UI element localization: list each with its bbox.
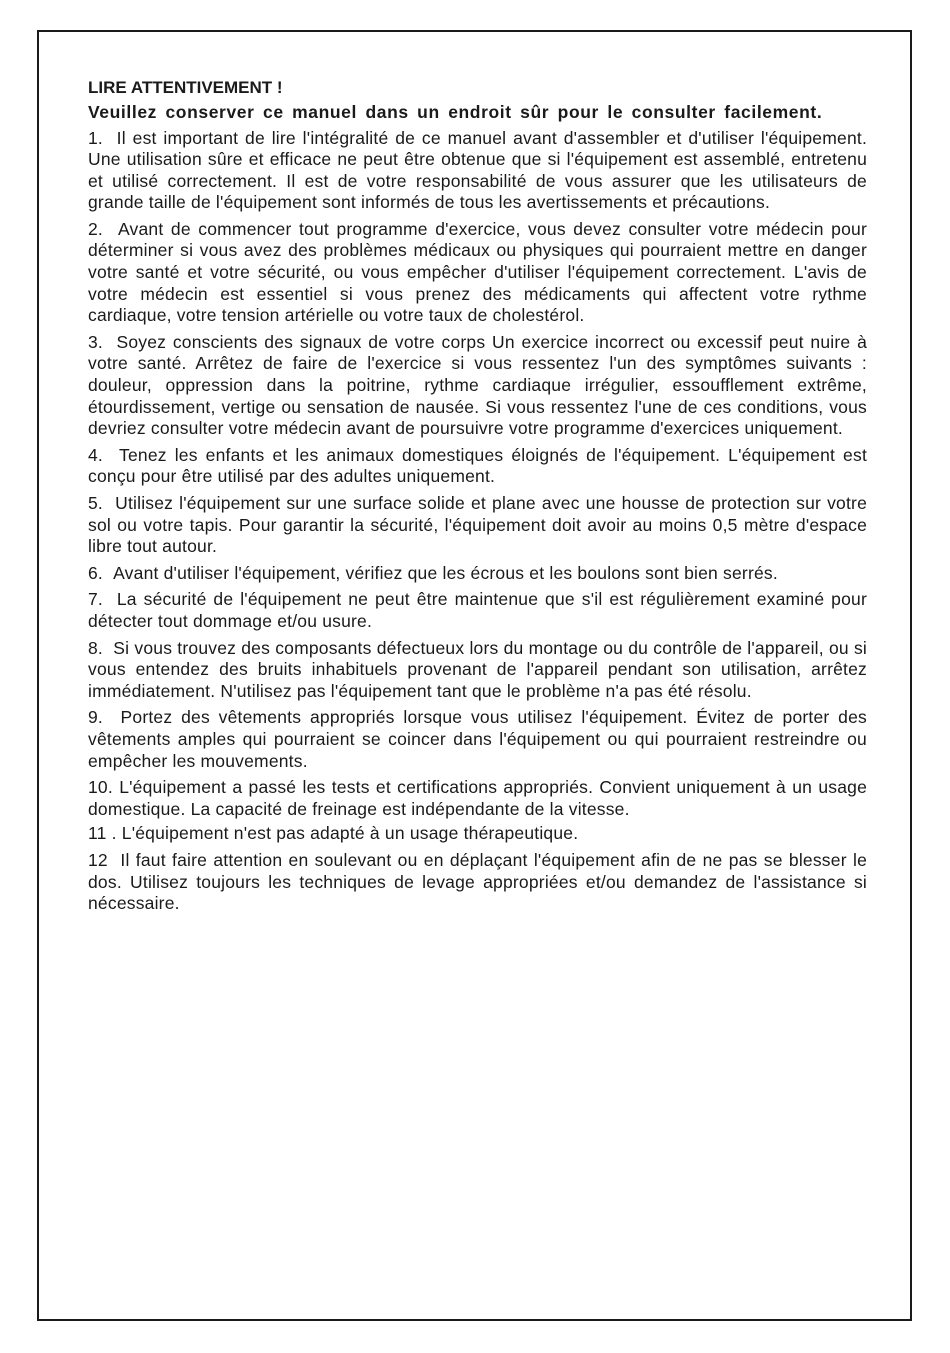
item-number: 11 .	[88, 823, 117, 844]
safety-item-4	[88, 445, 867, 488]
item-number: 5.	[88, 493, 103, 513]
safety-item-2	[88, 219, 867, 327]
item-text: Avant de commencer tout programme d'exercice, vous devez consulter votre médecin pour déterminer si vous avez des problèmes médicaux ou physiques qui pourraient mettre en danger votre santé et votre sécurité, ou vous empêcher d'utiliser l'équipement correctement. L'avis de votre médecin est essentiel si vous prenez des médicaments qui affectent votre rythme cardiaque, votre tension artérielle ou votre taux de cholestérol.	[88, 218, 867, 326]
item-number: 12	[88, 849, 108, 870]
safety-item-12	[88, 850, 867, 915]
page-frame	[37, 30, 912, 1321]
safety-item-9	[88, 707, 867, 772]
page-subheading: Veuillez conserver ce manuel dans un endroit sûr pour le consulter facilement.	[88, 102, 823, 122]
safety-item-6	[88, 563, 867, 585]
item-number: 9.	[88, 707, 103, 728]
manual-content	[88, 77, 867, 920]
item-text: Portez des vêtements appropriés lorsque vous utilisez l'équipement. Évitez de porter des vêtements amples qui pourraient se coincer dans l'équipement ou qui pourraient restreindre ou empêcher les mouvements.	[88, 707, 868, 771]
item-text: Soyez conscients des signaux de votre corps Un exercice incorrect ou excessif peut nuire à votre santé. Arrêtez de faire de l'exercice si vous ressentez l'un des symptômes suivants : douleur, oppression dans la poitrine, rythme cardiaque irrégulier, essoufflement extrême, étourdissement, vertige ou sensation de nausée. Si vous ressentez l'une de ces conditions, vous devriez consulter votre médecin avant de poursuivre votre programme d'exercices uniquement.	[88, 331, 868, 439]
item-text: Tenez les enfants et les animaux domestiques éloignés de l'équipement. L'équipement est conçu pour être utilisé par des adultes uniquement.	[88, 444, 868, 487]
item-number: 10.	[88, 777, 113, 798]
item-number: 1.	[88, 127, 103, 148]
item-text: L'équipement a passé les tests et certifications appropriés. Convient uniquement à un usage domestique. La capacité de freinage est indépendante de la vitesse.	[88, 777, 868, 819]
item-number: 3.	[88, 331, 103, 352]
item-text: Si vous trouvez des composants défectueux lors du montage ou du contrôle de l'appareil, ou si vous entendez des bruits inhabituels provenant de l'appareil pendant son utilisation, arrêtez immédiatement. N'utilisez pas l'équipement tant que le problème n'a pas été résolu.	[88, 637, 868, 701]
safety-item-5	[88, 493, 867, 558]
item-text: L'équipement n'est pas adapté à un usage thérapeutique.	[121, 823, 579, 844]
item-text: Il faut faire attention en soulevant ou en déplaçant l'équipement afin de ne pas se blesser le dos. Utilisez toujours les techniques de levage appropriées et/ou demandez de l'assistance si nécessaire.	[88, 849, 867, 914]
item-number: 6.	[88, 562, 103, 583]
item-text: La sécurité de l'équipement ne peut être maintenue que s'il est régulièrement examiné pour détecter tout dommage et/ou usure.	[88, 589, 868, 631]
safety-item-3	[88, 332, 867, 440]
item-number: 4.	[88, 444, 103, 465]
item-text: Utilisez l'équipement sur une surface solide et plane avec une housse de protection sur votre sol ou votre tapis. Pour garantir la sécurité, l'équipement doit avoir au moins 0,5 mètre d'espace libre tout autour.	[88, 493, 867, 557]
safety-item-7	[88, 589, 867, 632]
page-heading: LIRE ATTENTIVEMENT !	[88, 78, 283, 97]
item-number: 7.	[88, 589, 103, 610]
safety-item-1	[88, 128, 867, 214]
item-text: Il est important de lire l'intégralité de ce manuel avant d'assembler et d'utiliser l'équipement. Une utilisation sûre et efficace ne peut être obtenue que si l'équipement est assemblé, entretenu et utilisé correctement. Il est de votre responsabilité de vous assurer que les utilisateurs de grande taille de l'équipement sont informés de tous les avertissements et précautions.	[88, 127, 868, 213]
safety-item-10	[88, 777, 867, 820]
item-number: 8.	[88, 637, 103, 658]
item-number: 2.	[88, 218, 103, 239]
safety-item-8	[88, 638, 867, 703]
safety-item-11	[88, 823, 867, 845]
item-text: Avant d'utiliser l'équipement, vérifiez que les écrous et les boulons sont bien serrés.	[113, 562, 778, 583]
